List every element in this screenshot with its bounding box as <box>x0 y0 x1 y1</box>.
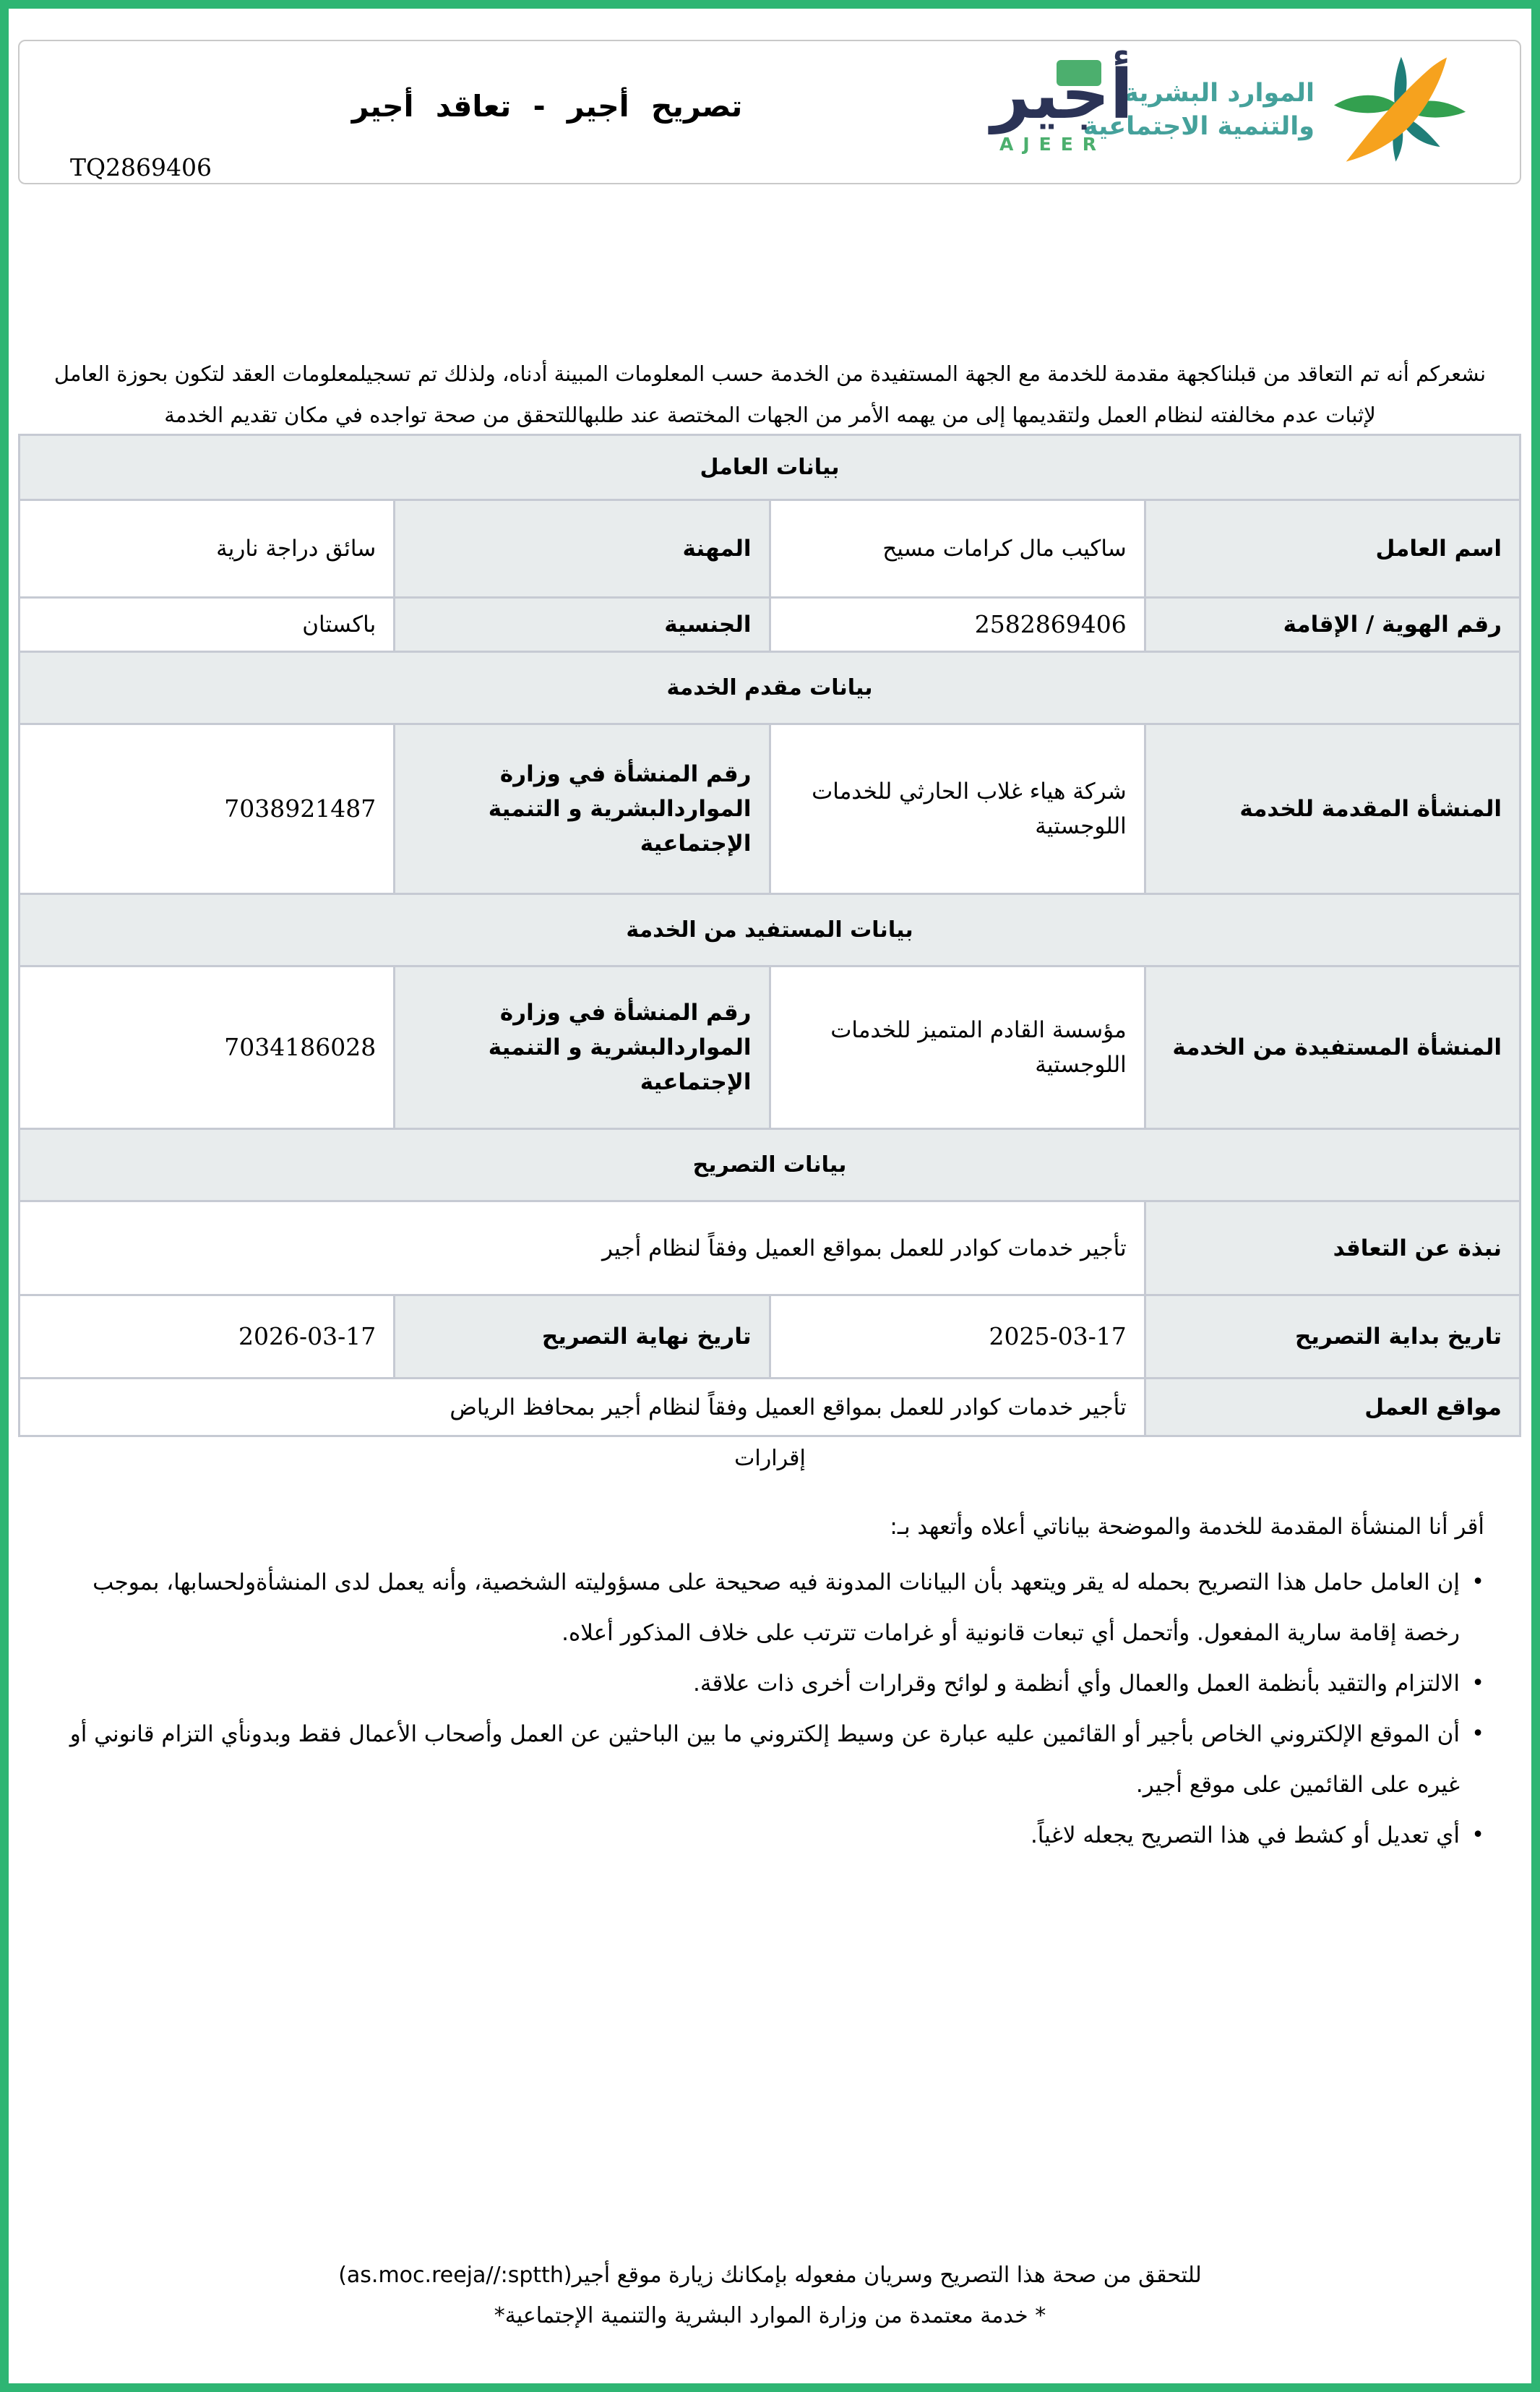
ajeer-logo-latin: AJEER <box>999 134 1106 155</box>
provider-mol-number: 7038921487 <box>224 794 377 823</box>
declaration-text: أن الموقع الإلكتروني الخاص بأجير أو القائمين عليه عبارة عن وسيط إلكتروني ما بين الباحثين عن العمل وأصحاب الأعمال فقط وبدونأي التزام قانوني أو غيره على القائمين على موقع أجير. <box>69 1721 1460 1798</box>
beneficiary-mol-number-value <box>20 966 395 1129</box>
ministry-palm-emblem-icon <box>1323 53 1476 167</box>
declaration-item <box>56 1709 1484 1810</box>
ministry-logo-line2: والتنمية الاجتماعية <box>1083 112 1315 141</box>
worker-id-label: رقم الهوية / الإقامة <box>1145 598 1520 652</box>
permit-section-header-row <box>20 1129 1520 1201</box>
worker-name-value: ساكيب مال كرامات مسيح <box>770 500 1145 598</box>
work-locations-value: تأجير خدمات كوادر للعمل بمواقع العميل وفقاً لنظام أجير بمحافظ الرياض <box>20 1379 1145 1436</box>
permit-end-date-value <box>20 1295 395 1379</box>
provider-establishment-row <box>20 724 1520 894</box>
provider-establishment-value: شركة هياء غلاب الحارثي للخدمات اللوجستية <box>770 724 1145 894</box>
declaration-item <box>56 1810 1484 1861</box>
declarations-intro: أقر أنا المنشأة المقدمة للخدمة والموضحة بياناتي أعلاه وأتعهد بـ: <box>890 1514 1484 1540</box>
declaration-item <box>56 1658 1484 1709</box>
worker-nationality-label: الجنسية <box>395 598 770 652</box>
work-locations-label: مواقع العمل <box>1145 1379 1520 1436</box>
contract-summary-label: نبذة عن التعاقد <box>1145 1201 1520 1295</box>
footer-verify-line: للتحقق من صحة هذا التصريح وسريان مفعوله بإمكانك زيارة موقع أجير(as.moc.reeja//:sptth) <box>338 2263 1202 2288</box>
ajeer-logo-arabic: أجير <box>991 56 1133 134</box>
bullet-icon: • <box>1471 1671 1484 1696</box>
beneficiary-mol-number-label: رقم المنشأة في وزارة المواردالبشرية و التنمية الإجتماعية <box>395 966 770 1129</box>
beneficiary-establishment-value: مؤسسة القادم المتميز للخدمات اللوجستية <box>770 966 1145 1129</box>
permit-dates-row <box>20 1295 1520 1379</box>
permit-start-date-label: تاريخ بداية التصريح <box>1145 1295 1520 1379</box>
declaration-text: الالتزام والتقيد بأنظمة العمل والعمال وأي أنظمة و لوائح وقرارات أخرى ذات علاقة. <box>693 1671 1460 1697</box>
declaration-text: إن العامل حامل هذا التصريح بحمله له يقر ويتعهد بأن البيانات المدونة فيه صحيحة على مسؤوليته الشخصية، وأنه يعمل لدى المنشأةولحسابها، بموجب رخصة إقامة سارية المفعول. وأتحمل أي تبعات قانونية أو غرامات تترتب على خلاف المذكور أعلاه. <box>93 1569 1460 1646</box>
worker-id-row <box>20 598 1520 652</box>
declarations-list <box>56 1557 1484 1861</box>
worker-id-number: 2582869406 <box>974 609 1127 638</box>
provider-mol-number-label: رقم المنشأة في وزارة المواردالبشرية و التنمية الإجتماعية <box>395 724 770 894</box>
beneficiary-mol-number: 7034186028 <box>224 1032 377 1061</box>
bullet-icon: • <box>1471 1569 1484 1595</box>
worker-section-title: بيانات العامل <box>20 435 1520 500</box>
page-title: تصريح أجير - تعاقد أجير <box>351 89 743 124</box>
worker-name-row <box>20 500 1520 598</box>
provider-mol-number-value <box>20 724 395 894</box>
work-locations-row <box>20 1379 1520 1436</box>
bullet-icon: • <box>1471 1822 1484 1848</box>
provider-establishment-label: المنشأة المقدمة للخدمة <box>1145 724 1520 894</box>
worker-profession-value: سائق دراجة نارية <box>20 500 395 598</box>
intro-paragraph: نشعركم أنه تم التعاقد من قبلناكجهة مقدمة للخدمة مع الجهة المستفيدة من الخدمة حسب المعلومات المبينة أدناه، ولذلك تم تسجيلمعلومات العقد لتكون بحوزة العامل لإثبات عدم مخالفته لنظام العمل ولتقديمها إلى من يهمه الأمر من الجهات المختصة عند طلبهاللتحقق من صحة تواجده في مكان تقديم الخدمة <box>53 361 1487 427</box>
header-card <box>18 40 1521 184</box>
declaration-item <box>56 1557 1484 1658</box>
worker-profession-label: المهنة <box>395 500 770 598</box>
declarations-title: إقرارات <box>734 1446 806 1471</box>
ministry-logo <box>1083 53 1476 167</box>
worker-id-value <box>770 598 1145 652</box>
permit-start-date-value <box>770 1295 1145 1379</box>
permit-section-title: بيانات التصريح <box>20 1129 1520 1201</box>
declaration-text: أي تعديل أو كشط في هذا التصريح يجعله لاغياً. <box>1030 1822 1460 1848</box>
worker-name-label: اسم العامل <box>1145 500 1520 598</box>
provider-section-header-row <box>20 652 1520 724</box>
footer-approved-line: * خدمة معتمدة من وزارة الموارد البشرية والتنمية الإجتماعية* <box>494 2303 1046 2328</box>
beneficiary-establishment-label: المنشأة المستفيدة من الخدمة <box>1145 966 1520 1129</box>
contract-summary-row <box>20 1201 1520 1295</box>
worker-nationality-value: باكستان <box>20 598 395 652</box>
permit-start-date: 2025-03-17 <box>989 1321 1127 1350</box>
worker-section-header-row <box>20 435 1520 500</box>
bullet-icon: • <box>1471 1721 1484 1746</box>
contract-summary-value: تأجير خدمات كوادر للعمل بمواقع العميل وفقاً لنظام أجير <box>20 1201 1145 1295</box>
provider-section-title: بيانات مقدم الخدمة <box>20 652 1520 724</box>
permit-end-date-label: تاريخ نهاية التصريح <box>395 1295 770 1379</box>
ministry-logo-line1: الموارد البشرية <box>1123 79 1315 108</box>
beneficiary-section-title: بيانات المستفيد من الخدمة <box>20 894 1520 966</box>
permit-end-date: 2026-03-17 <box>238 1321 377 1350</box>
beneficiary-section-header-row <box>20 894 1520 966</box>
permit-data-table <box>18 434 1521 1437</box>
permit-number: TQ2869406 <box>70 153 212 181</box>
beneficiary-establishment-row <box>20 966 1520 1129</box>
